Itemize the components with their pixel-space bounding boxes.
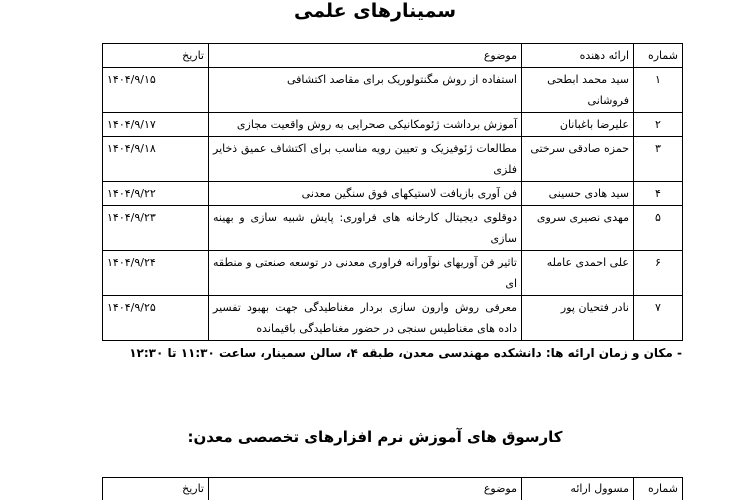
header-topic: موضوع bbox=[209, 44, 522, 68]
row-topic: آموزش برداشت ژئومکانیکی صحرایی به روش واقعیت مجازی bbox=[209, 113, 522, 137]
seminars-header-row bbox=[103, 44, 683, 68]
header-number: شماره bbox=[634, 44, 683, 68]
row-date: ۱۴۰۴/۹/۱۵ bbox=[103, 68, 209, 113]
row-number: ۴ bbox=[634, 182, 683, 206]
header-topic: موضوع bbox=[209, 478, 522, 500]
table-row bbox=[103, 182, 683, 206]
row-topic: تاثیر فن آوریهای نوآورانه فراوری معدنی در توسعه صنعتی و منطقه ای bbox=[209, 251, 522, 296]
row-presenter: سید هادی حسینی bbox=[522, 182, 634, 206]
row-presenter: سید محمد ابطحی فروشانی bbox=[522, 68, 634, 113]
table-row bbox=[103, 113, 683, 137]
row-number: ۶ bbox=[634, 251, 683, 296]
software-header-row bbox=[103, 478, 683, 500]
row-number: ۵ bbox=[634, 206, 683, 251]
row-number: ۱ bbox=[634, 68, 683, 113]
table-row bbox=[103, 296, 683, 341]
row-date: ۱۴۰۴/۹/۲۴ bbox=[103, 251, 209, 296]
table-row bbox=[103, 68, 683, 113]
header-date: تاریخ bbox=[103, 44, 209, 68]
table-row bbox=[103, 137, 683, 182]
row-date: ۱۴۰۴/۹/۱۷ bbox=[103, 113, 209, 137]
header-presenter: ارائه دهنده bbox=[522, 44, 634, 68]
row-presenter: نادر فتحیان پور bbox=[522, 296, 634, 341]
location-time-note: - مکان و زمان ارائه ها: دانشکده مهندسی معدن، طبقه ۴، سالن سمینار، ساعت ۱۱:۳۰ تا ۱۲:۳۰ bbox=[129, 346, 682, 360]
software-workshops-table bbox=[102, 477, 683, 500]
row-topic: استفاده از روش مگنتولوریک برای مقاصد اکتشافی bbox=[209, 68, 522, 113]
seminars-table bbox=[102, 43, 683, 341]
row-date: ۱۴۰۴/۹/۲۵ bbox=[103, 296, 209, 341]
row-presenter: مهدی نصیری سروی bbox=[522, 206, 634, 251]
row-presenter: علیرضا باغبانان bbox=[522, 113, 634, 137]
row-number: ۷ bbox=[634, 296, 683, 341]
page-title: سمینارهای علمی bbox=[293, 0, 457, 22]
header-number: شماره bbox=[634, 478, 683, 500]
row-topic: دوقلوی دیجیتال کارخانه های فراوری: پایش شبیه سازی و بهینه سازی bbox=[209, 206, 522, 251]
row-date: ۱۴۰۴/۹/۲۲ bbox=[103, 182, 209, 206]
row-presenter: حمزه صادقی سرختی bbox=[522, 137, 634, 182]
row-date: ۱۴۰۴/۹/۱۸ bbox=[103, 137, 209, 182]
table-row bbox=[103, 251, 683, 296]
workshops-title: کارسوق های آموزش نرم افزارهای تخصصی معدن: bbox=[187, 428, 563, 446]
row-number: ۲ bbox=[634, 113, 683, 137]
row-presenter: علی احمدی عامله bbox=[522, 251, 634, 296]
row-date: ۱۴۰۴/۹/۲۳ bbox=[103, 206, 209, 251]
row-topic: فن آوری بازیافت لاستیکهای فوق سنگین معدنی bbox=[209, 182, 522, 206]
row-topic: مطالعات ژئوفیزیک و تعیین رویه مناسب برای اکتشاف عمیق ذخایر فلزی bbox=[209, 137, 522, 182]
header-date: تاریخ bbox=[103, 478, 209, 500]
row-number: ۳ bbox=[634, 137, 683, 182]
row-topic: معرفی روش وارون سازی بردار مغناطیدگی جهت بهبود تفسیر داده های مغناطیس سنجی در حضور مغناطیدگی باقیمانده bbox=[209, 296, 522, 341]
header-responsible: مسوول ارائه bbox=[522, 478, 634, 500]
table-row bbox=[103, 206, 683, 251]
